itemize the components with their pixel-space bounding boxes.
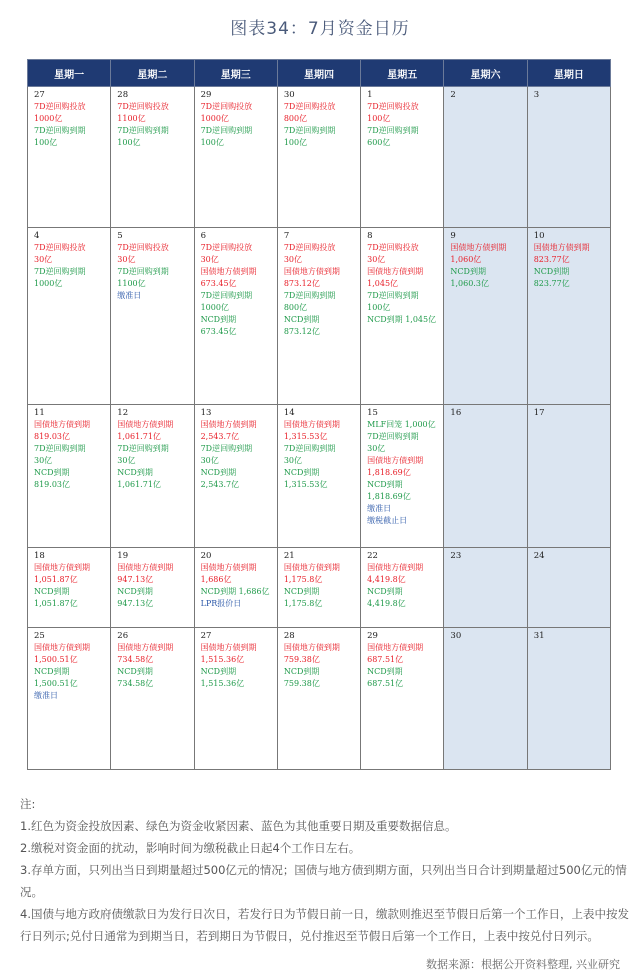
calendar-event-green: 7D逆回购到期 bbox=[117, 444, 169, 453]
weekday-header: 星期六 bbox=[444, 60, 527, 87]
calendar-event-green: 2,543.7亿 bbox=[200, 480, 240, 489]
calendar-event-green: 1,060.3亿 bbox=[450, 279, 489, 288]
calendar-event-red: 873.12亿 bbox=[283, 279, 320, 288]
notes-heading: 注: bbox=[20, 797, 36, 811]
calendar-day-cell bbox=[527, 87, 610, 228]
calendar-event-red: 30亿 bbox=[200, 255, 219, 264]
day-number: 30 bbox=[450, 631, 462, 641]
calendar-day-cell bbox=[361, 228, 444, 405]
calendar-event-green: 1,515.36亿 bbox=[200, 679, 245, 688]
calendar-event-green: NCD到期 1,045亿 bbox=[367, 315, 437, 324]
calendar-event-red: 国债地方债到期 bbox=[117, 563, 174, 572]
calendar-event-red: 687.51亿 bbox=[367, 655, 404, 664]
calendar-event-red: 7D逆回购投放 bbox=[367, 243, 419, 252]
calendar-event-red: 国债地方债到期 bbox=[367, 267, 424, 276]
calendar-day-cell bbox=[194, 628, 277, 770]
calendar-event-green: 1,061.71亿 bbox=[117, 480, 161, 489]
calendar-event-green: 30亿 bbox=[283, 456, 303, 465]
calendar-event-red: 1,045亿 bbox=[367, 279, 399, 288]
day-number: 9 bbox=[450, 231, 456, 241]
calendar-day-cell bbox=[111, 228, 194, 405]
calendar-event-green: NCD到期 bbox=[450, 267, 486, 276]
calendar-event-blue: 缴准日 bbox=[117, 291, 142, 300]
day-number: 24 bbox=[533, 551, 545, 561]
week-row bbox=[28, 228, 611, 405]
calendar-event-green: 7D逆回购到期 bbox=[283, 126, 336, 135]
calendar-event-red: 30亿 bbox=[34, 255, 53, 264]
calendar-day-cell bbox=[111, 405, 194, 548]
calendar-event-red: 国债地方债到期 bbox=[367, 563, 424, 572]
day-number: 27 bbox=[200, 631, 212, 641]
calendar-day-cell bbox=[527, 548, 610, 628]
day-number: 1 bbox=[367, 90, 373, 100]
calendar-day-cell bbox=[444, 628, 527, 770]
calendar-event-green: 100亿 bbox=[200, 138, 224, 147]
calendar-event-green: 7D逆回购到期 bbox=[367, 291, 419, 300]
calendar-event-red: 7D逆回购投放 bbox=[283, 243, 336, 252]
calendar-event-red: 国债地方债到期 bbox=[200, 420, 257, 429]
day-number: 8 bbox=[367, 231, 373, 241]
calendar-event-red: 1000亿 bbox=[200, 114, 229, 123]
calendar-event-red: 国债地方债到期 bbox=[117, 420, 174, 429]
calendar-event-green: 759.38亿 bbox=[283, 679, 320, 688]
calendar-day-cell bbox=[444, 405, 527, 548]
notes-section bbox=[20, 793, 630, 947]
calendar-event-green: 7D逆回购到期 bbox=[34, 267, 86, 276]
calendar-event-red: 国债地方债到期 bbox=[533, 243, 590, 252]
calendar-day-cell bbox=[361, 628, 444, 770]
calendar-event-green: 1,175.8亿 bbox=[283, 599, 323, 608]
calendar-event-red: 1,051.87亿 bbox=[34, 575, 78, 584]
calendar-event-green: 100亿 bbox=[283, 138, 308, 147]
calendar-event-red: 1,060亿 bbox=[450, 255, 482, 264]
calendar-event-green: MLF回笼 1,000亿 bbox=[367, 420, 436, 429]
calendar-event-green: NCD到期 bbox=[117, 468, 153, 477]
day-number: 31 bbox=[533, 631, 545, 641]
calendar-day-cell bbox=[28, 228, 111, 405]
calendar-event-green: NCD到期 bbox=[34, 468, 70, 477]
calendar-event-green: NCD到期 bbox=[200, 315, 237, 324]
calendar-event-red: 国债地方债到期 bbox=[200, 563, 257, 572]
calendar-day-cell bbox=[527, 628, 610, 770]
calendar-event-red: 1,500.51亿 bbox=[34, 655, 78, 664]
calendar-event-blue: 缴准日 bbox=[367, 504, 392, 513]
calendar-day-cell bbox=[444, 87, 527, 228]
calendar-event-green: 7D逆回购到期 bbox=[117, 267, 169, 276]
calendar-day-cell bbox=[28, 548, 111, 628]
calendar-event-red: 国债地方债到期 bbox=[200, 643, 257, 652]
calendar-event-red: 823.77亿 bbox=[533, 255, 570, 264]
calendar-event-green: 30亿 bbox=[117, 456, 136, 465]
calendar-event-red: 673.45亿 bbox=[200, 279, 237, 288]
calendar-event-green: 7D逆回购到期 bbox=[200, 291, 253, 300]
calendar-day-cell bbox=[194, 87, 277, 228]
calendar-event-green: NCD到期 bbox=[117, 667, 153, 676]
calendar-event-red: 国债地方债到期 bbox=[367, 456, 424, 465]
calendar-event-green: NCD到期 bbox=[283, 468, 320, 477]
calendar-event-green: NCD到期 bbox=[283, 587, 320, 596]
calendar-day-cell bbox=[194, 548, 277, 628]
calendar-event-red: 国债地方债到期 bbox=[283, 420, 340, 429]
calendar-event-red: 国债地方债到期 bbox=[283, 563, 340, 572]
calendar-event-green: 100亿 bbox=[34, 138, 58, 147]
day-number: 19 bbox=[117, 551, 129, 561]
calendar-event-green: NCD到期 bbox=[533, 267, 570, 276]
calendar-event-green: 1000亿 bbox=[200, 303, 229, 312]
calendar-event-red: 1,315.53亿 bbox=[283, 432, 328, 441]
calendar-event-red: 国债地方债到期 bbox=[367, 643, 424, 652]
calendar-event-green: 7D逆回购到期 bbox=[367, 432, 419, 441]
calendar-event-green: 7D逆回购到期 bbox=[367, 126, 419, 135]
day-number: 3 bbox=[533, 90, 540, 100]
day-number: 26 bbox=[117, 631, 129, 641]
calendar-event-green: NCD到期 bbox=[283, 315, 320, 324]
calendar-event-red: 1,175.8亿 bbox=[283, 575, 323, 584]
calendar-event-red: 7D逆回购投放 bbox=[117, 243, 169, 252]
day-number: 17 bbox=[533, 408, 545, 418]
calendar-event-red: 100亿 bbox=[367, 114, 391, 123]
note-item: 4.国债与地方政府债缴款日为发行日次日，若发行日为节假日前一日，缴款则推迟至节假日后第一个工作日，上表中按发行日列示;兑付日通常为到期当日，若到期日为节假日，兑付推迟至节假日后第一个工作日，上表中按兑付日列示。 bbox=[20, 907, 629, 943]
calendar-day-cell bbox=[111, 548, 194, 628]
calendar-event-green: 673.45亿 bbox=[200, 327, 237, 336]
calendar-event-green: 7D逆回购到期 bbox=[117, 126, 169, 135]
calendar-event-red: 国债地方债到期 bbox=[450, 243, 507, 252]
calendar-event-red: 1,515.36亿 bbox=[200, 655, 245, 664]
calendar-day-cell bbox=[111, 628, 194, 770]
calendar-event-green: 7D逆回购到期 bbox=[283, 444, 336, 453]
calendar-event-blue: 缴准日 bbox=[34, 691, 58, 700]
day-number: 2 bbox=[450, 90, 456, 100]
note-item: 1.红色为资金投放因素、绿色为资金收紧因素、蓝色为其他重要日期及重要数据信息。 bbox=[20, 819, 457, 833]
day-number: 29 bbox=[200, 90, 212, 100]
calendar-event-green: 947.13亿 bbox=[117, 599, 154, 608]
calendar-event-red: 7D逆回购投放 bbox=[283, 102, 336, 111]
day-number: 4 bbox=[34, 231, 40, 241]
source-note: 数据来源：根据公开资料整理, 兴业研究 bbox=[426, 958, 620, 971]
calendar-event-green: 734.58亿 bbox=[117, 679, 154, 688]
calendar-event-green: 600亿 bbox=[367, 138, 391, 147]
calendar-event-green: 7D逆回购到期 bbox=[200, 444, 253, 453]
calendar-event-green: 30亿 bbox=[200, 456, 219, 465]
weekday-header: 星期日 bbox=[527, 60, 610, 87]
calendar-event-green: 100亿 bbox=[367, 303, 391, 312]
day-number: 25 bbox=[34, 631, 45, 641]
calendar-event-green: 1,315.53亿 bbox=[283, 480, 328, 489]
calendar-event-red: 30亿 bbox=[117, 255, 136, 264]
page-title: 图表34：7月资金日历 bbox=[230, 19, 410, 39]
calendar-day-cell bbox=[28, 628, 111, 770]
calendar-event-red: 1000亿 bbox=[34, 114, 63, 123]
calendar-event-red: 1,061.71亿 bbox=[117, 432, 161, 441]
calendar-event-red: 2,543.7亿 bbox=[200, 432, 240, 441]
day-number: 14 bbox=[283, 408, 295, 418]
calendar-event-green: NCD到期 bbox=[34, 587, 70, 596]
calendar-event-green: NCD到期 bbox=[367, 587, 403, 596]
calendar-event-red: 国债地方债到期 bbox=[283, 643, 340, 652]
calendar-event-green: 823.77亿 bbox=[533, 279, 570, 288]
weekday-header: 星期一 bbox=[28, 60, 111, 87]
calendar-event-red: 国债地方债到期 bbox=[34, 563, 90, 572]
calendar-event-red: 7D逆回购投放 bbox=[34, 102, 86, 111]
calendar-event-red: 1,686亿 bbox=[200, 575, 232, 584]
calendar-event-red: 1100亿 bbox=[117, 114, 146, 123]
day-number: 7 bbox=[283, 231, 290, 241]
note-item: 3.存单方面，只列出当日到期量超过500亿元的情况；国债与地方债到期方面，只列出当日合计到期量超过500亿元的情况。 bbox=[20, 863, 627, 899]
calendar-event-green: NCD到期 bbox=[34, 667, 70, 676]
weekday-header: 星期四 bbox=[277, 60, 360, 87]
calendar-event-red: 819.03亿 bbox=[34, 432, 70, 441]
day-number: 23 bbox=[450, 551, 462, 561]
calendar-event-green: 7D逆回购到期 bbox=[34, 126, 86, 135]
calendar-day-cell bbox=[277, 87, 360, 228]
calendar-event-green: 30亿 bbox=[367, 444, 386, 453]
day-number: 30 bbox=[283, 90, 295, 100]
day-number: 16 bbox=[450, 408, 462, 418]
calendar-event-red: 30亿 bbox=[283, 255, 303, 264]
calendar-event-red: 国债地方债到期 bbox=[34, 420, 90, 429]
calendar-event-green: 1,818.69亿 bbox=[367, 492, 411, 501]
calendar-event-red: 国债地方债到期 bbox=[200, 267, 257, 276]
calendar-event-green: NCD到期 1,686亿 bbox=[200, 587, 270, 596]
calendar-event-green: NCD到期 bbox=[367, 667, 403, 676]
calendar-event-red: 7D逆回购投放 bbox=[200, 243, 253, 252]
calendar-event-red: 1,818.69亿 bbox=[367, 468, 411, 477]
day-number: 28 bbox=[117, 90, 129, 100]
day-number: 27 bbox=[34, 90, 45, 100]
calendar-event-red: 7D逆回购投放 bbox=[34, 243, 86, 252]
day-number: 21 bbox=[283, 551, 295, 561]
calendar-event-green: 7D逆回购到期 bbox=[34, 444, 86, 453]
calendar-event-green: 7D逆回购到期 bbox=[200, 126, 253, 135]
day-number: 22 bbox=[367, 551, 378, 561]
calendar-event-green: 1000亿 bbox=[34, 279, 63, 288]
calendar-event-green: NCD到期 bbox=[117, 587, 153, 596]
week-row bbox=[28, 548, 611, 628]
calendar-day-cell bbox=[194, 228, 277, 405]
week-row bbox=[28, 628, 611, 770]
day-number: 12 bbox=[117, 408, 129, 418]
calendar-event-red: 4,419.8亿 bbox=[367, 575, 406, 584]
calendar-event-green: 819.03亿 bbox=[34, 480, 70, 489]
calendar-event-green: 7D逆回购到期 bbox=[283, 291, 336, 300]
calendar-day-cell bbox=[277, 628, 360, 770]
calendar-event-red: 800亿 bbox=[283, 114, 308, 123]
calendar-event-green: NCD到期 bbox=[200, 468, 237, 477]
calendar-event-red: 734.58亿 bbox=[117, 655, 154, 664]
calendar-event-green: 1,500.51亿 bbox=[34, 679, 78, 688]
calendar-day-cell bbox=[361, 548, 444, 628]
calendar-event-green: NCD到期 bbox=[367, 480, 403, 489]
calendar-day-cell bbox=[28, 405, 111, 548]
calendar-event-blue: LPR报价日 bbox=[200, 599, 242, 608]
calendar-day-cell bbox=[277, 548, 360, 628]
week-row bbox=[28, 405, 611, 548]
calendar-table bbox=[27, 59, 611, 770]
week-row bbox=[28, 87, 611, 228]
day-number: 29 bbox=[367, 631, 378, 641]
day-number: 6 bbox=[200, 231, 206, 241]
day-number: 28 bbox=[283, 631, 295, 641]
calendar-day-cell bbox=[444, 228, 527, 405]
calendar-day-cell bbox=[361, 87, 444, 228]
day-number: 5 bbox=[117, 231, 123, 241]
calendar-day-cell bbox=[111, 87, 194, 228]
calendar-event-red: 7D逆回购投放 bbox=[367, 102, 419, 111]
calendar-event-red: 947.13亿 bbox=[117, 575, 154, 584]
weekday-header-row bbox=[28, 60, 611, 87]
calendar-event-red: 国债地方债到期 bbox=[34, 643, 90, 652]
calendar-day-cell bbox=[527, 228, 610, 405]
weekday-header: 星期三 bbox=[194, 60, 277, 87]
weekday-header: 星期五 bbox=[361, 60, 444, 87]
calendar-event-green: 30亿 bbox=[34, 456, 53, 465]
calendar-event-red: 30亿 bbox=[367, 255, 386, 264]
calendar-day-cell bbox=[194, 405, 277, 548]
calendar-day-cell bbox=[28, 87, 111, 228]
calendar-day-cell bbox=[277, 405, 360, 548]
calendar-event-green: 687.51亿 bbox=[367, 679, 404, 688]
day-number: 11 bbox=[34, 408, 45, 418]
calendar-event-red: 759.38亿 bbox=[283, 655, 320, 664]
calendar-event-green: 1,051.87亿 bbox=[34, 599, 78, 608]
day-number: 13 bbox=[200, 408, 212, 418]
day-number: 20 bbox=[200, 551, 212, 561]
weekday-header: 星期二 bbox=[111, 60, 194, 87]
calendar-event-green: 4,419.8亿 bbox=[367, 599, 406, 608]
calendar-event-green: NCD到期 bbox=[283, 667, 320, 676]
calendar-day-cell bbox=[277, 228, 360, 405]
calendar-event-red: 国债地方债到期 bbox=[283, 267, 340, 276]
calendar-day-cell bbox=[361, 405, 444, 548]
calendar-event-red: 7D逆回购投放 bbox=[117, 102, 169, 111]
calendar-event-green: 873.12亿 bbox=[283, 327, 320, 336]
calendar-event-green: 100亿 bbox=[117, 138, 141, 147]
day-number: 18 bbox=[34, 551, 45, 561]
calendar-event-green: 800亿 bbox=[283, 303, 308, 312]
calendar-day-cell bbox=[527, 405, 610, 548]
calendar-day-cell bbox=[444, 548, 527, 628]
calendar-event-blue: 缴税截止日 bbox=[367, 516, 408, 525]
calendar-event-red: 国债地方债到期 bbox=[117, 643, 174, 652]
calendar-event-red: 7D逆回购投放 bbox=[200, 102, 253, 111]
calendar-event-green: NCD到期 bbox=[200, 667, 237, 676]
note-item: 2.缴税对资金面的扰动，影响时间为缴税截止日起4个工作日左右。 bbox=[20, 841, 361, 855]
calendar-event-green: 1100亿 bbox=[117, 279, 146, 288]
day-number: 15 bbox=[367, 408, 378, 418]
day-number: 10 bbox=[533, 231, 545, 241]
